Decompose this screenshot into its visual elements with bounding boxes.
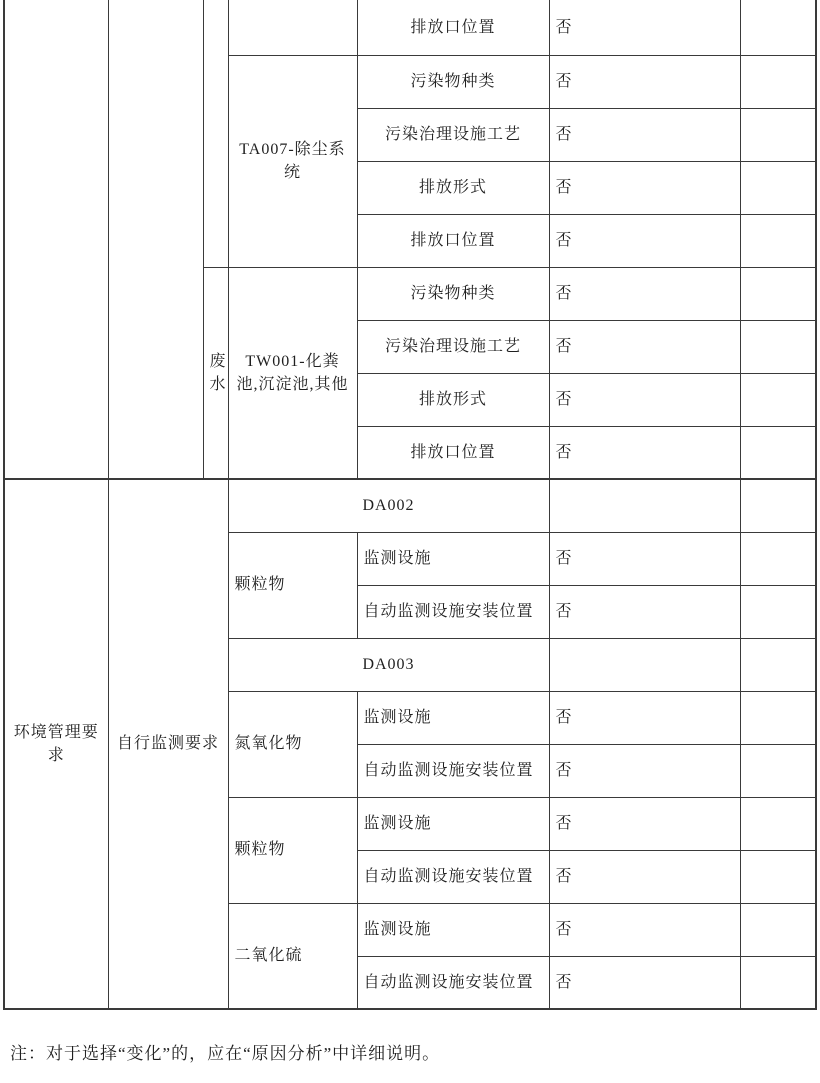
- cell-empty-remark: [740, 585, 816, 638]
- cell-empty-category: [203, 0, 228, 267]
- cell-item: 排放形式: [357, 161, 549, 214]
- cell-status: 否: [549, 267, 740, 320]
- cell-scope: 环境管理要求: [4, 479, 108, 1009]
- cell-outlet-da003: DA003: [228, 638, 549, 691]
- cell-empty-remark: [740, 903, 816, 956]
- cell-item: 排放口位置: [357, 0, 549, 55]
- cell-empty-facility: [228, 0, 357, 55]
- cell-empty-remark: [740, 479, 816, 532]
- cell-status: 否: [549, 850, 740, 903]
- cell-empty-remark: [740, 744, 816, 797]
- cell-item: 污染治理设施工艺: [357, 320, 549, 373]
- cell-empty-remark: [740, 373, 816, 426]
- cell-pollutant: 二氧化硫: [228, 903, 357, 1009]
- cell-empty-remark: [740, 532, 816, 585]
- cell-empty-remark: [740, 108, 816, 161]
- cell-item: 监测设施: [357, 691, 549, 744]
- cell-status: 否: [549, 373, 740, 426]
- cell-status: 否: [549, 0, 740, 55]
- cell-facility-ta007: TA007-除尘系统: [228, 55, 357, 267]
- cell-item: 污染治理设施工艺: [357, 108, 549, 161]
- cell-item: 监测设施: [357, 797, 549, 850]
- table-row: [4, 0, 816, 55]
- cell-empty-col1: [4, 0, 108, 479]
- cell-status: 否: [549, 744, 740, 797]
- cell-pollutant: 颗粒物: [228, 532, 357, 638]
- cell-empty-remark: [740, 691, 816, 744]
- cell-item: 监测设施: [357, 903, 549, 956]
- cell-empty-remark: [740, 214, 816, 267]
- cell-item: 排放口位置: [357, 426, 549, 479]
- cell-status: 否: [549, 691, 740, 744]
- cell-status: 否: [549, 320, 740, 373]
- cell-status: 否: [549, 214, 740, 267]
- cell-status: 否: [549, 55, 740, 108]
- cell-facility-tw001: TW001-化粪池,沉淀池,其他: [228, 267, 357, 479]
- cell-item: 排放形式: [357, 373, 549, 426]
- cell-item: 自动监测设施安装位置: [357, 585, 549, 638]
- cell-status: 否: [549, 585, 740, 638]
- cell-pollutant: 颗粒物: [228, 797, 357, 903]
- footnote: 注：对于选择“变化”的，应在“原因分析”中详细说明。: [10, 1044, 441, 1063]
- cell-empty-remark: [740, 956, 816, 1009]
- cell-status: 否: [549, 426, 740, 479]
- cell-item: 自动监测设施安装位置: [357, 956, 549, 1009]
- cell-item: 监测设施: [357, 532, 549, 585]
- cell-status: 否: [549, 108, 740, 161]
- cell-status-empty: [549, 479, 740, 532]
- cell-item: 自动监测设施安装位置: [357, 744, 549, 797]
- permit-change-table: [3, 0, 817, 1010]
- cell-outlet-da002: DA002: [228, 479, 549, 532]
- cell-empty-remark: [740, 55, 816, 108]
- cell-empty-remark: [740, 267, 816, 320]
- cell-item: 污染物种类: [357, 55, 549, 108]
- cell-pollutant: 氮氧化物: [228, 691, 357, 797]
- cell-category-wastewater: 废水: [203, 267, 228, 479]
- cell-empty-remark: [740, 850, 816, 903]
- cell-status: 否: [549, 903, 740, 956]
- table-row: [4, 479, 816, 532]
- cell-empty-remark: [740, 638, 816, 691]
- cell-status: 否: [549, 797, 740, 850]
- cell-status: 否: [549, 956, 740, 1009]
- cell-empty-remark: [740, 320, 816, 373]
- cell-empty-col2: [108, 0, 203, 479]
- cell-empty-remark: [740, 0, 816, 55]
- cell-status: 否: [549, 161, 740, 214]
- cell-empty-remark: [740, 426, 816, 479]
- cell-item: 自动监测设施安装位置: [357, 850, 549, 903]
- cell-empty-remark: [740, 797, 816, 850]
- cell-status: 否: [549, 532, 740, 585]
- cell-item: 污染物种类: [357, 267, 549, 320]
- cell-item: 排放口位置: [357, 214, 549, 267]
- cell-empty-remark: [740, 161, 816, 214]
- cell-requirement: 自行监测要求: [108, 479, 228, 1009]
- cell-status-empty: [549, 638, 740, 691]
